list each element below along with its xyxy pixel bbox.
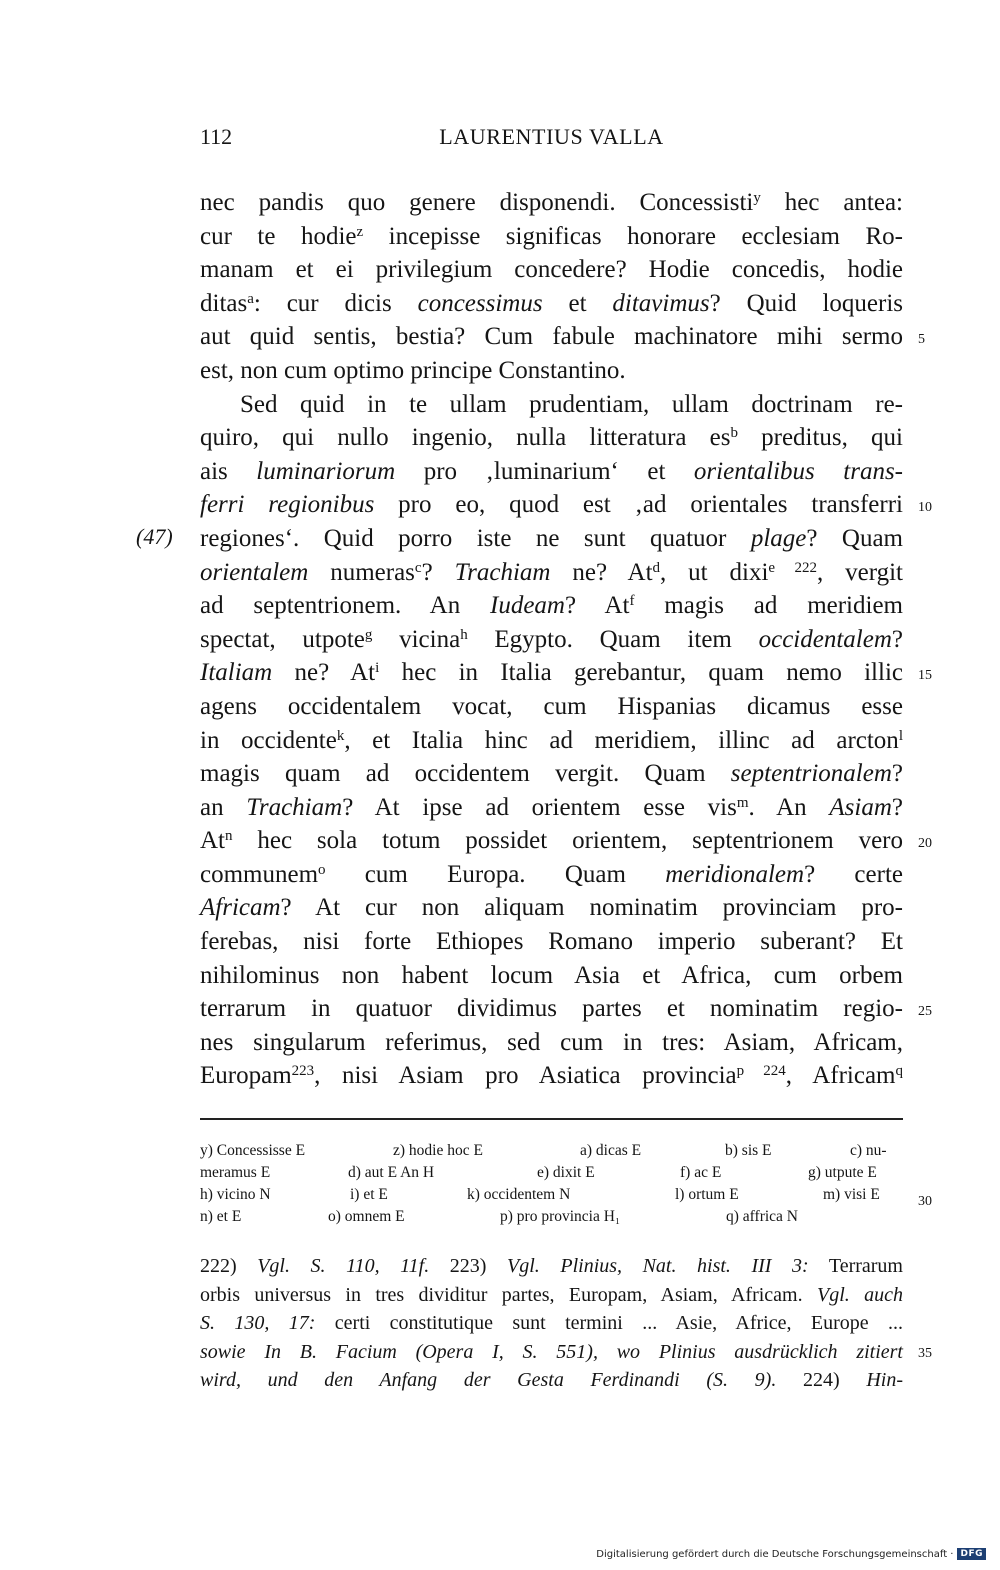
apparatus-note: m) visi E [823,1186,880,1203]
text-line: agens occidentalem vocat, cum Hispanias dicamus esse [200,692,903,720]
apparatus-note: p) pro provincia H₁ [500,1208,621,1225]
apparatus-note: l) ortum E [675,1186,739,1203]
commentary-line: wird, und den Anfang der Gesta Ferdinandi (S. 9). 224) Hin- [200,1369,903,1391]
text-line: magis quam ad occidentem vergit. Quam septentrionalem? [200,760,903,788]
line-number: 25 [918,1004,932,1019]
text-line: spectat, utpote$^g$ vicina$^h$ Egypto. Quam item occidentalem? [200,625,903,653]
text-line: orientalem numeras$^c$? Trachiam ne? At$^d$, ut dixi$^{e 222}$, vergit [200,558,903,586]
apparatus-note: meramus E [200,1164,271,1181]
text-line: Africam? At cur non aliquam nominatim provinciam pro- [200,894,903,922]
footnote-rule [200,1118,903,1120]
apparatus-note: b) sis E [725,1142,772,1159]
running-title: LAURENTIUS VALLA [439,124,664,149]
apparatus-row [200,1142,903,1164]
apparatus-row [200,1186,903,1208]
commentary-line: S. 130, 17: certi constitutique sunt termini ... Asie, Africe, Europe ... [200,1312,903,1334]
line-number: 35 [918,1346,932,1361]
commentary-line: 222) Vgl. S. 110, 11f. 223) Vgl. Plinius, Nat. hist. III 3: Terrarum [200,1255,903,1277]
line-number: 30 [918,1194,932,1209]
apparatus-note: g) utpute E [808,1164,877,1181]
text-line: ad septentrionem. An Iudeam? At$^f$ magis ad meridiem [200,592,903,620]
text-line: nes singularum referimus, sed cum in tres: Asiam, Africam, [200,1028,903,1056]
text-line: ditas$^a$: cur dicis concessimus et ditavimus? Quid loqueris [200,289,903,317]
commentary-line: sowie In B. Facium (Opera I, S. 551), wo Plinius ausdrücklich zitiert [200,1340,903,1363]
text-line: ais luminariorum pro ‚luminarium‘ et orientalibus trans- [200,457,903,485]
apparatus-row [200,1208,903,1230]
text-line: est, non cum optimo principe Constantino. [200,356,626,384]
apparatus-note: a) dicas E [580,1142,642,1159]
digitization-credit [596,1548,986,1560]
text-line: ferebas, nisi forte Ethiopes Romano imperio suberant? Et [200,928,903,956]
line-number: 20 [918,836,932,851]
text-line: At$^n$ hec sola totum possidet orientem, septentrionem vero [200,827,903,855]
text-line: an Trachiam? At ipse ad orientem esse vis$^m$. An Asiam? [200,793,903,821]
apparatus-note: k) occidentem N [467,1186,571,1203]
section-marker: (47) [136,524,173,549]
apparatus-note: d) aut E An H [348,1164,435,1181]
line-number: 5 [918,332,925,347]
text-line: in occidente$^k$, et Italia hinc ad meridiem, illinc ad arcton$^l$ [200,726,903,754]
apparatus-note: c) nu- [850,1142,887,1159]
line-number: 10 [918,500,932,515]
apparatus-note: h) vicino N [200,1186,271,1203]
dfg-logo: DFG [957,1548,986,1560]
text-line: communem$^o$ cum Europa. Quam meridionalem? certe [200,860,903,888]
critical-apparatus [200,1142,903,1230]
text-line: Sed quid in te ullam prudentiam, ullam doctrinam re- [240,390,903,418]
text-line: terrarum in quatuor dividimus partes et nominatim regio- [200,995,903,1023]
text-line: Italiam ne? At$^i$ hec in Italia gerebantur, quam nemo illic [200,659,903,687]
apparatus-note: q) affrica N [726,1208,799,1225]
apparatus-note: i) et E [350,1186,388,1203]
page-header [200,124,903,154]
text-line: manam et ei privilegium concedere? Hodie concedis, hodie [200,256,903,284]
text-line: quiro, qui nullo ingenio, nulla litteratura $es^b$ preditus, qui [200,424,903,452]
commentary-line: orbis universus in tres dividitur partes, Europam, Asiam, Africam. Vgl. auch [200,1283,904,1306]
text-line: cur te hodie$^z$ incepisse significas honorare ecclesiam Ro- [200,222,903,250]
text-line: nec pandis quo genere disponendi. Concessisti$^y$ hec antea: [200,189,903,216]
text-line: aut quid sentis, bestia? Cum fabule machinatore mihi sermo [200,323,903,351]
apparatus-note: z) hodie hoc E [393,1142,483,1159]
text-line: ferri regionibus pro eo, quod est ‚ad orientales transferri [200,491,903,519]
credit-text: Digitalisierung gefördert durch die Deutsche Forschungsgemeinschaft · [596,1548,954,1560]
line-number: 15 [918,668,932,683]
apparatus-note: n) et E [200,1208,242,1225]
page-number: 112 [200,124,233,149]
apparatus-note: f) ac E [680,1164,722,1181]
apparatus-row [200,1164,903,1186]
text-line: regiones‘. Quid porro iste ne sunt quatuor plage? Quam [200,524,903,552]
apparatus-note: e) dixit E [537,1164,595,1181]
text-line: Europam$^{223}$, nisi Asiam pro Asiatica provincia$^{p 224}$, Africam$^q$ [200,1062,903,1090]
apparatus-note: o) omnem E [328,1208,405,1225]
apparatus-note: y) Concessisse E [200,1142,306,1159]
main-text [200,186,903,1093]
text-line: nihilominus non habent locum Asia et Africa, cum orbem [200,961,903,989]
commentary-notes [200,1252,903,1395]
